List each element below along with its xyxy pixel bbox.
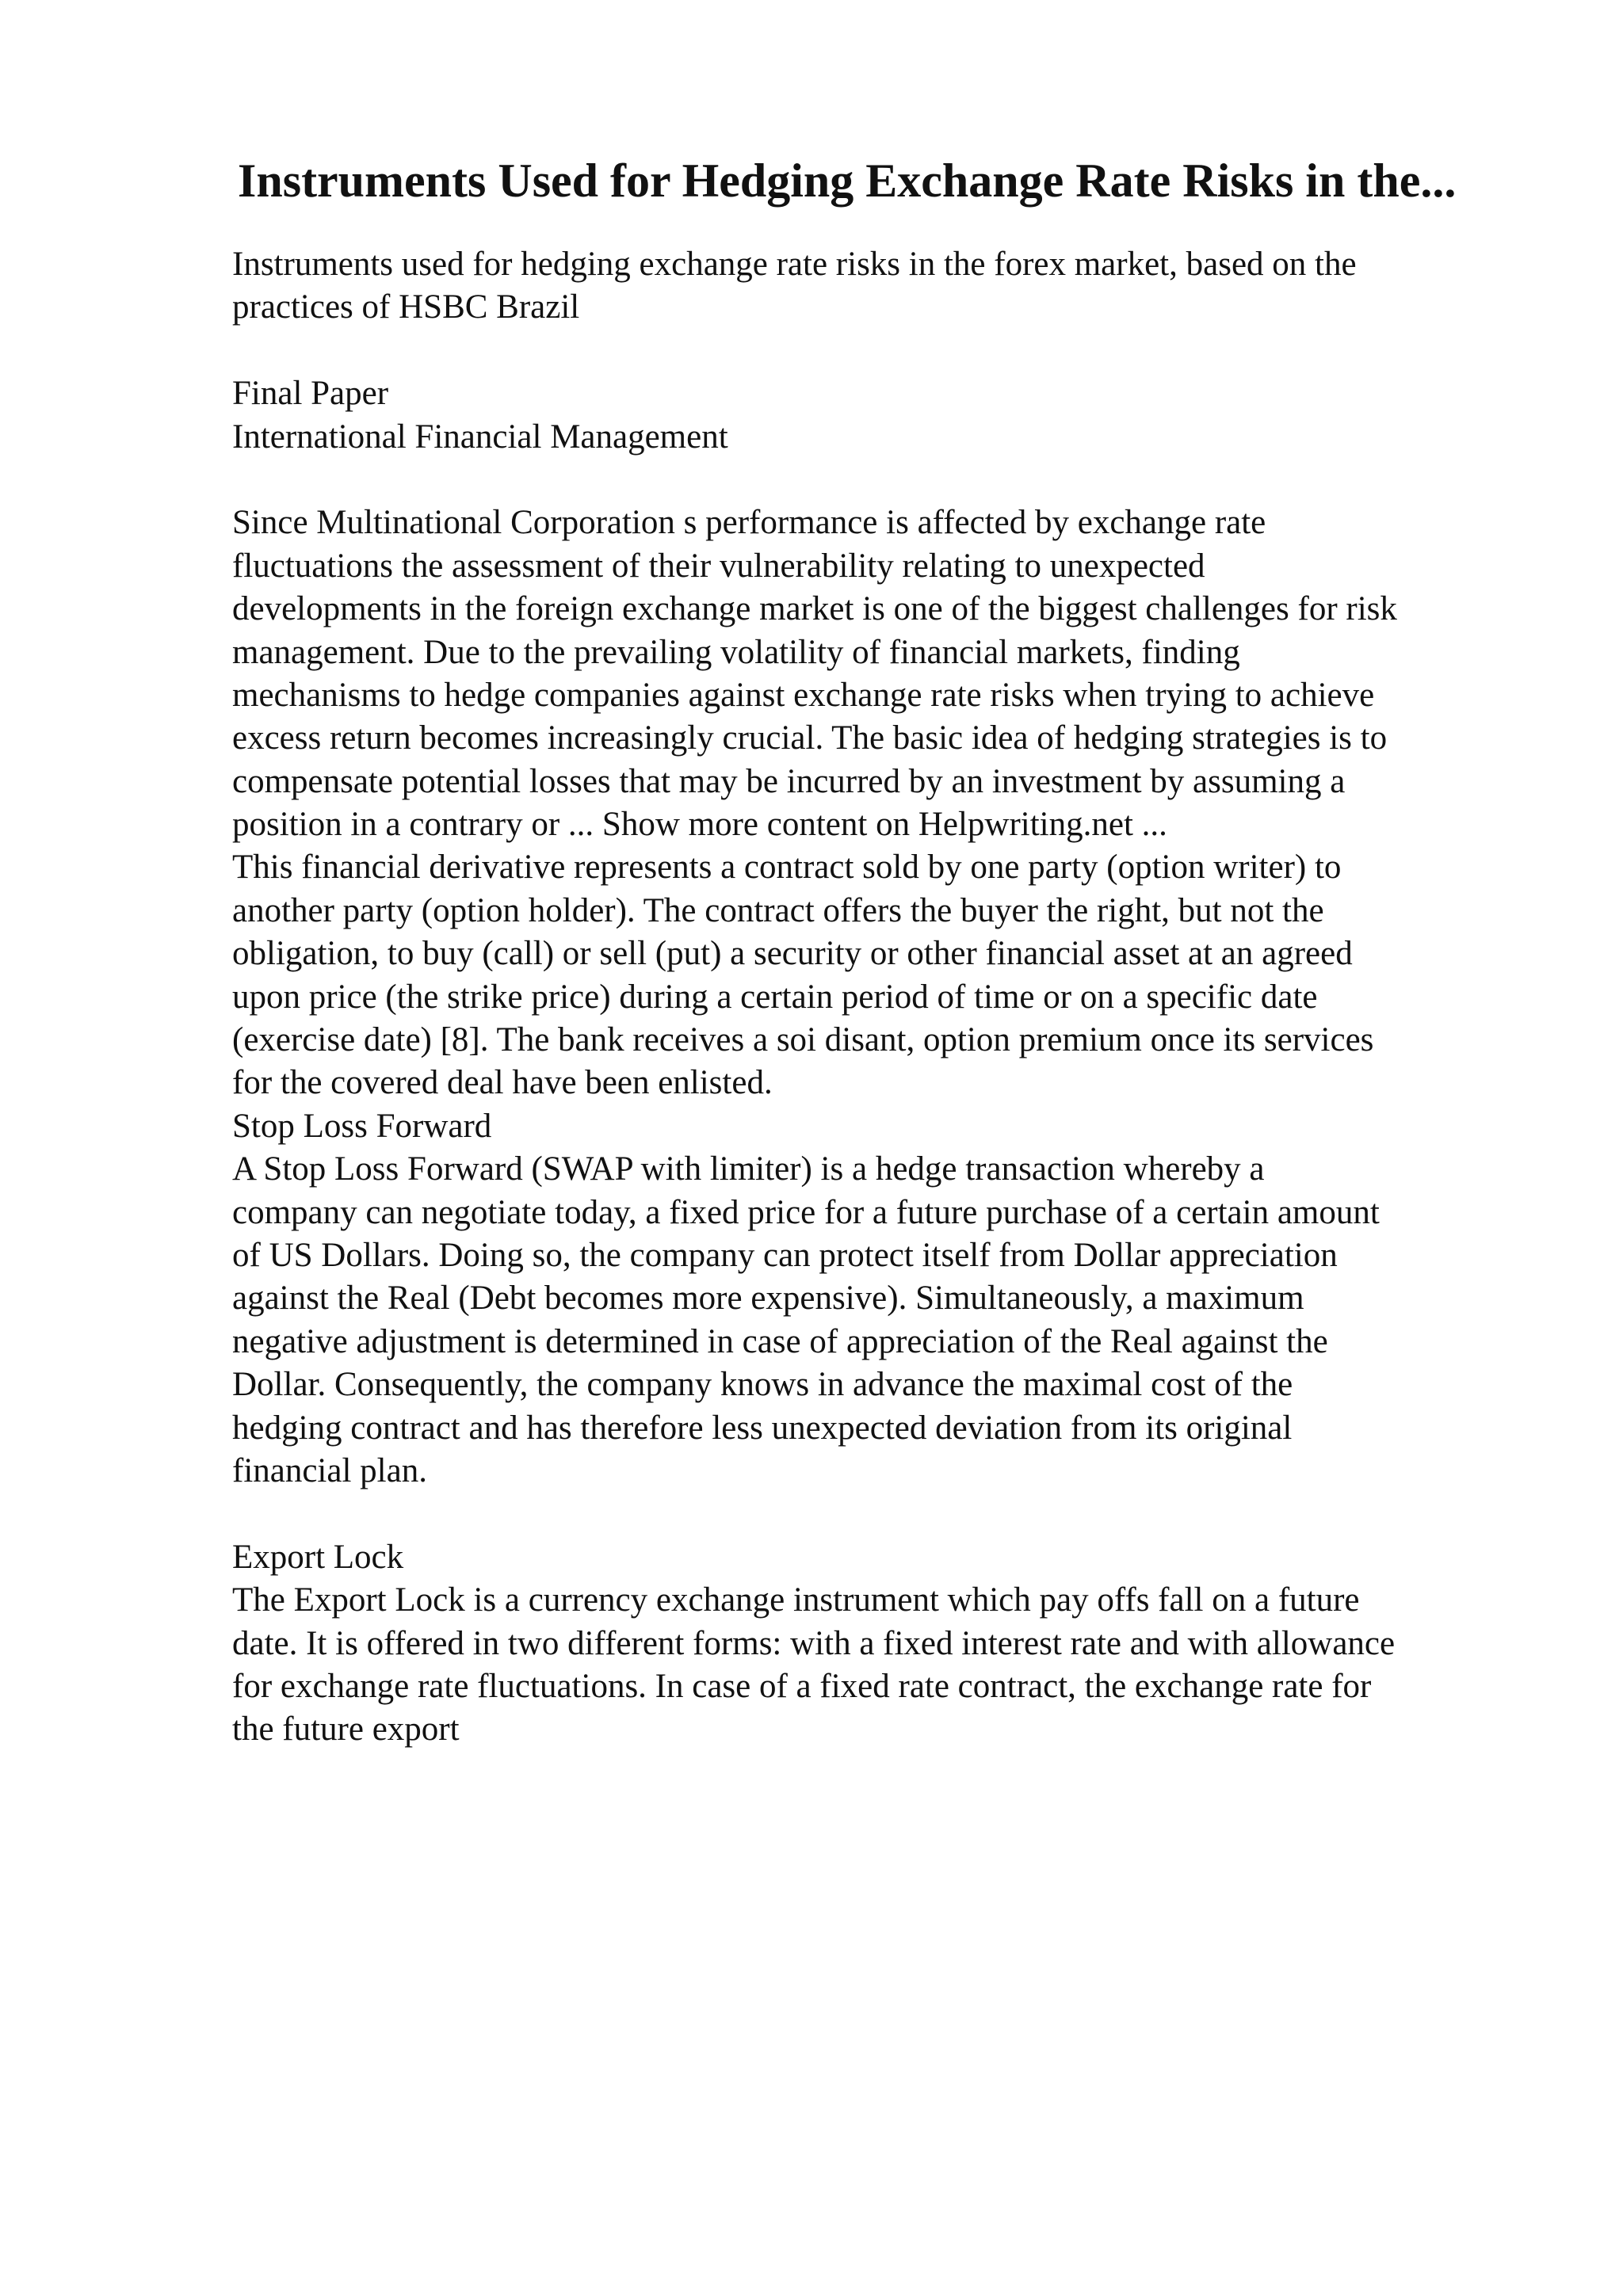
- main-paragraph: [232, 502, 1532, 1493]
- paragraph-line: another party (option holder). The contract offers the buyer the right, but not the: [232, 891, 1324, 929]
- paragraph-line: A Stop Loss Forward (SWAP with limiter) is a hedge transaction whereby a: [232, 1150, 1265, 1188]
- paragraph-line: excess return becomes increasingly crucial. The basic idea of hedging strategies is to: [232, 719, 1388, 757]
- paragraph-line: fluctuations the assessment of their vulnerability relating to unexpected: [232, 547, 1205, 585]
- paragraph-line: hedging contract and has therefore less unexpected deviation from its original: [232, 1409, 1293, 1447]
- export-lock-paragraph: [232, 1536, 1532, 1752]
- document-title: Instruments Used for Hedging Exchange Rate Risks in the...: [238, 154, 1457, 207]
- section-heading-export-lock: Export Lock: [232, 1538, 404, 1576]
- intro-block: [232, 243, 1532, 330]
- paragraph-line: (exercise date) [8]. The bank receives a soi disant, option premium once its services: [232, 1021, 1374, 1059]
- section-heading-stop-loss-forward: Stop Loss Forward: [232, 1107, 492, 1145]
- paragraph-line: upon price (the strike price) during a certain period of time or on a specific date: [232, 978, 1318, 1016]
- paragraph-line: Since Multinational Corporation s performance is affected by exchange rate: [232, 504, 1266, 542]
- blank-line: [232, 459, 1532, 502]
- blank-line: [232, 1493, 1532, 1535]
- paragraph-line: mechanisms to hedge companies against exchange rate risks when trying to achieve: [232, 676, 1375, 714]
- blank-line: [232, 330, 1532, 372]
- paragraph-line: obligation, to buy (call) or sell (put) a security or other financial asset at an agreed: [232, 935, 1353, 973]
- document-body: [232, 243, 1532, 1752]
- paragraph-line: negative adjustment is determined in case of appreciation of the Real against the: [232, 1322, 1328, 1360]
- paragraph-line: financial plan.: [232, 1451, 427, 1489]
- paragraph-line: date. It is offered in two different forms: with a fixed interest rate and with allowance: [232, 1624, 1396, 1662]
- paragraph-line: developments in the foreign exchange market is one of the biggest challenges for risk: [232, 590, 1397, 628]
- paragraph-line: management. Due to the prevailing volatility of financial markets, finding: [232, 633, 1240, 671]
- paragraph-line: for the covered deal have been enlisted.: [232, 1064, 773, 1102]
- paragraph-line: company can negotiate today, a fixed price for a future purchase of a certain amount: [232, 1193, 1380, 1231]
- paragraph-line: the future export: [232, 1711, 460, 1749]
- course-label: International Financial Management: [232, 418, 728, 456]
- paragraph-line: against the Real (Debt becomes more expensive). Simultaneously, a maximum: [232, 1280, 1304, 1318]
- intro-line: practices of HSBC Brazil: [232, 288, 580, 326]
- paragraph-line: This financial derivative represents a contract sold by one party (option writer) to: [232, 849, 1342, 887]
- paragraph-line: Dollar. Consequently, the company knows in advance the maximal cost of the: [232, 1366, 1293, 1404]
- paper-type-label: Final Paper: [232, 375, 389, 413]
- paragraph-line: position in a contrary or ... Show more content on Helpwriting.net ...: [232, 806, 1167, 844]
- label-block: [232, 372, 1532, 459]
- paragraph-line: The Export Lock is a currency exchange instrument which pay offs fall on a future: [232, 1581, 1360, 1619]
- paragraph-line: for exchange rate fluctuations. In case of a fixed rate contract, the exchange rate for: [232, 1667, 1372, 1705]
- intro-line: Instruments used for hedging exchange rate risks in the forex market, based on the: [232, 246, 1357, 283]
- paragraph-line: compensate potential losses that may be incurred by an investment by assuming a: [232, 762, 1346, 800]
- paragraph-line: of US Dollars. Doing so, the company can protect itself from Dollar appreciation: [232, 1236, 1338, 1274]
